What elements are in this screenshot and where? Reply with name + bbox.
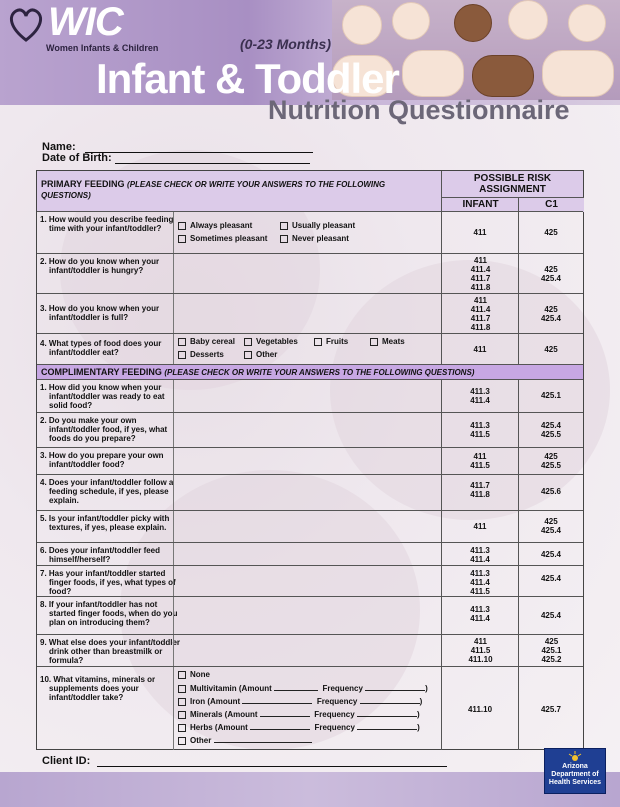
- infant-code: 411.3 411.4: [441, 597, 518, 635]
- c1-code: 425.4: [518, 543, 583, 566]
- table-row: [37, 474, 583, 511]
- c1-code: 425: [518, 212, 583, 254]
- infant-code: 411.7 411.8: [441, 475, 518, 511]
- checkbox-option[interactable]: Herbs (Amount Frequency ): [178, 722, 420, 732]
- answer-cell[interactable]: [173, 448, 442, 475]
- c1-code: 425.1: [518, 380, 583, 413]
- answer-cell[interactable]: [173, 254, 442, 294]
- adhs-logo: Arizona Department of Health Services: [544, 748, 606, 794]
- dob-input-line[interactable]: [115, 153, 310, 164]
- question-text: 1. How did you know when your infant/toddler was ready to eat solid food?: [40, 383, 165, 410]
- wic-logo: WIC: [48, 0, 123, 44]
- dob-label: Date of Birth:: [42, 152, 112, 164]
- c1-code: 425.7: [518, 667, 583, 750]
- c1-code: 425.4 425.5: [518, 413, 583, 448]
- answer-cell[interactable]: [173, 475, 442, 511]
- answer-cell[interactable]: [173, 566, 442, 597]
- page-subtitle: Nutrition Questionnaire: [268, 95, 570, 125]
- client-id-label: Client ID:: [42, 755, 91, 767]
- checkbox-option[interactable]: Meats: [370, 337, 405, 346]
- answer-cell[interactable]: [173, 334, 442, 365]
- table-row: [37, 565, 583, 597]
- c1-code: 425 425.5: [518, 448, 583, 475]
- answer-cell[interactable]: [173, 413, 442, 448]
- answer-cell[interactable]: [173, 635, 442, 667]
- question-text: 9. What else does your infant/toddler drink other than breastmilk or formula?: [40, 638, 181, 665]
- checkbox-option[interactable]: Vegetables: [244, 337, 298, 346]
- answer-cell[interactable]: [173, 212, 442, 254]
- infant-code: 411 411.5: [441, 448, 518, 475]
- infant-code: 411: [441, 334, 518, 365]
- table-row: [37, 211, 583, 254]
- risk-header: POSSIBLE RISK ASSIGNMENT: [441, 171, 583, 197]
- section-header-primary: PRIMARY FEEDING (PLEASE CHECK OR WRITE YOUR ANSWERS TO THE FOLLOWING QUESTIONS): [37, 171, 441, 211]
- checkbox-option[interactable]: Baby cereal: [178, 337, 235, 346]
- answer-cell[interactable]: [173, 511, 442, 543]
- question-text: 1. How would you describe feeding time with your infant/toddler?: [40, 215, 174, 233]
- checkbox-option[interactable]: Other: [244, 350, 277, 359]
- table-row: [37, 447, 583, 475]
- footer-band: [0, 772, 620, 807]
- c1-code: 425: [518, 334, 583, 365]
- table-row: [37, 542, 583, 566]
- infant-code: 411 411.5 411.10: [441, 635, 519, 669]
- name-label: Name:: [42, 141, 76, 153]
- table-row: [37, 666, 583, 750]
- question-text: 10. What vitamins, minerals or supplements does your infant/toddler take?: [40, 675, 156, 702]
- sun-icon: [568, 751, 582, 761]
- infant-code: 411 411.4 411.7 411.8: [441, 254, 519, 296]
- col-c1-header: C1: [518, 197, 584, 212]
- checkbox-option[interactable]: Fruits: [314, 337, 348, 346]
- infant-code: 411.3 411.4 411.5: [441, 566, 518, 597]
- table-row: [37, 253, 583, 294]
- answer-cell[interactable]: [173, 380, 442, 413]
- checkbox-option[interactable]: Multivitamin (Amount Frequency ): [178, 683, 428, 693]
- wic-logo-subtitle: Women Infants & Children: [46, 43, 159, 53]
- c1-code: 425 425.4: [518, 254, 583, 294]
- client-id-input-line[interactable]: [97, 757, 447, 767]
- infant-code: 411.3 411.4: [441, 380, 518, 413]
- answer-cell[interactable]: [173, 597, 442, 635]
- checkbox-option[interactable]: Minerals (Amount Frequency ): [178, 709, 420, 719]
- checkbox-option[interactable]: None: [178, 670, 210, 679]
- c1-code: 425.4: [518, 566, 583, 597]
- c1-code: 425 425.4: [518, 511, 583, 543]
- table-row: [37, 364, 583, 380]
- answer-cell[interactable]: [173, 543, 442, 566]
- question-text: 6. Does your infant/toddler feed himself/herself?: [40, 546, 161, 564]
- question-text: 4. Does your infant/toddler follow a feeding schedule, if yes, please explain.: [40, 478, 174, 505]
- checkbox-option[interactable]: Iron (Amount Frequency ): [178, 696, 422, 706]
- table-row: [37, 333, 583, 365]
- infant-code: 411 411.4 411.7 411.8: [441, 294, 519, 336]
- answer-cell[interactable]: [173, 294, 442, 334]
- table-row: [37, 379, 583, 413]
- answer-cell[interactable]: [173, 667, 442, 750]
- infant-code: 411.3 411.5: [441, 413, 518, 448]
- question-text: 5. Is your infant/toddler picky with textures, if yes, please explain.: [40, 514, 170, 532]
- checkbox-option[interactable]: Sometimes pleasant: [178, 234, 267, 243]
- table-row: [37, 412, 583, 448]
- wic-heart-logo-icon: [6, 4, 46, 44]
- client-id-field[interactable]: [42, 755, 447, 767]
- checkbox-option[interactable]: Desserts: [178, 350, 224, 359]
- section-header-complimentary: COMPLIMENTARY FEEDING (PLEASE CHECK OR WRITE YOUR ANSWERS TO THE FOLLOWING QUESTIONS): [37, 365, 583, 380]
- table-row: [37, 510, 583, 543]
- age-range: (0-23 Months): [240, 36, 331, 52]
- question-text: 4. What types of food does your infant/toddler eat?: [40, 339, 162, 357]
- question-text: 3. How do you prepare your own infant/toddler food?: [40, 451, 164, 469]
- questionnaire-table: [36, 170, 584, 750]
- c1-code: 425 425.4: [518, 294, 583, 334]
- infant-code: 411: [441, 212, 518, 254]
- infant-code: 411.3 411.4: [441, 543, 518, 566]
- checkbox-option[interactable]: Other: [178, 735, 312, 745]
- infant-code: 411: [441, 511, 518, 543]
- infant-code: 411.10: [441, 667, 518, 750]
- question-text: 7. Has your infant/toddler started finger foods, if yes, what types of food?: [40, 569, 176, 596]
- page-title: Infant & Toddler: [96, 55, 399, 102]
- table-row: [37, 634, 583, 667]
- table-row: [37, 596, 583, 635]
- c1-code: 425.6: [518, 475, 583, 511]
- col-infant-header: INFANT: [441, 197, 519, 212]
- checkbox-option[interactable]: Never pleasant: [280, 234, 349, 243]
- c1-code: 425.4: [518, 597, 583, 635]
- dob-field[interactable]: [42, 152, 310, 164]
- checkbox-option[interactable]: Usually pleasant: [280, 221, 355, 230]
- c1-code: 425 425.1 425.2: [518, 635, 584, 669]
- question-text: 2. Do you make your own infant/toddler food, if yes, what foods do you prepare?: [40, 416, 168, 443]
- question-text: 3. How do you know when your infant/toddler is full?: [40, 304, 160, 322]
- checkbox-option[interactable]: Always pleasant: [178, 221, 252, 230]
- question-text: 8. If your infant/toddler has not started finger foods, when do you plan on introducing them?: [40, 600, 178, 627]
- question-text: 2. How do you know when your infant/toddler is hungry?: [40, 257, 160, 275]
- table-row: [37, 293, 583, 334]
